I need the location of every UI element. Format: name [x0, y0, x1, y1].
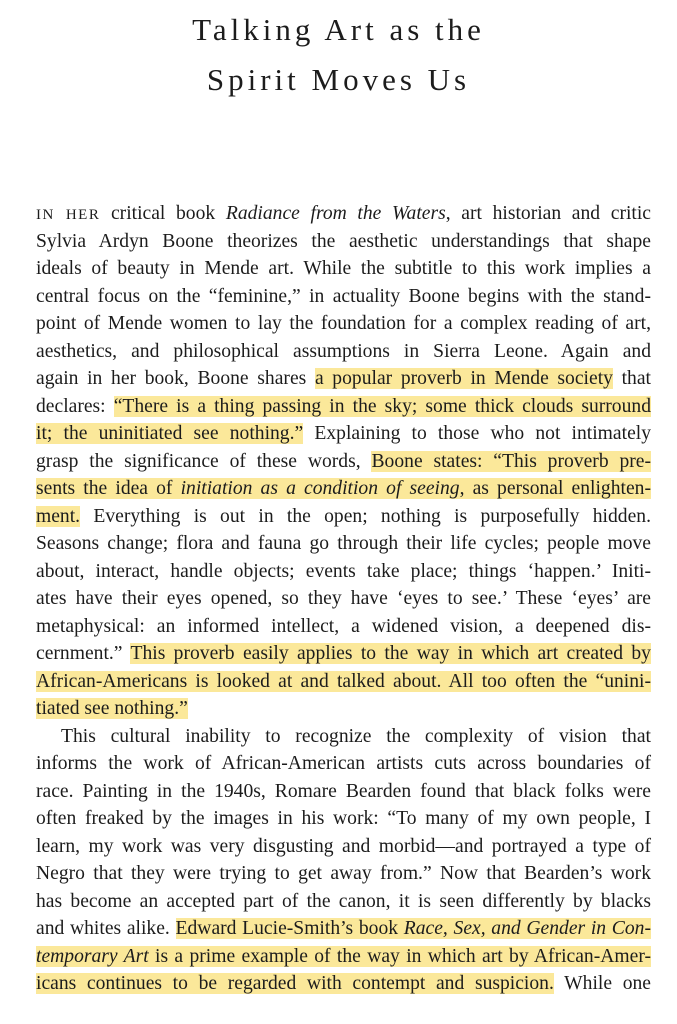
text-span: Everything is out in the open; nothing is purposefully hidden.: [80, 505, 651, 527]
highlighted-text: Boone states: “This proverb pre-: [371, 450, 651, 472]
text-line: [36, 943, 651, 971]
highlighted-text: sents the idea of: [36, 478, 181, 499]
text-span: informs the work of African-American artists cuts across boundaries of: [36, 753, 651, 774]
text-span: Sylvia Ardyn Boone theorizes the aesthetic understandings that shape: [36, 230, 651, 252]
text-line: [36, 365, 651, 393]
text-span: grasp the significance of these words,: [36, 450, 372, 472]
text-line: [36, 310, 651, 338]
highlighted-text: This proverb easily applies to the way in which art created by: [130, 643, 651, 664]
text-span: has become an accepted part of the canon, it is seen differently by blacks: [36, 890, 651, 912]
text-span: Negro that they were trying to get away from.” Now that Bearden’s work: [36, 863, 651, 884]
body-text: [36, 200, 651, 998]
text-line: [36, 723, 651, 751]
highlighted-text: Race, Sex, and Gender in Con-: [403, 918, 651, 939]
text-line: [36, 750, 651, 778]
text-line: [36, 915, 651, 943]
text-line: [36, 503, 651, 531]
text-span: point of Mende women to lay the foundation for a complex reading of art,: [36, 313, 651, 334]
text-line: [36, 613, 651, 641]
text-line: [36, 448, 651, 476]
text-span: cernment.”: [36, 643, 131, 664]
chapter-title-line-2: Spirit Moves Us: [206, 62, 471, 97]
text-line: [36, 530, 651, 558]
text-span: race. Painting in the 1940s, Romare Bearden found that black folks were: [36, 780, 651, 802]
text-line: [36, 200, 651, 228]
text-line: [36, 475, 651, 503]
text-span: aesthetics, and philosophical assumptions in Sierra Leone. Again and: [36, 340, 651, 362]
text-span: While one: [553, 973, 652, 994]
text-line: [36, 833, 651, 861]
text-line: [36, 283, 651, 311]
highlighted-text: icans continues to be regarded with contempt and suspicion.: [36, 973, 554, 994]
highlighted-text: initiation as a condition of seeing: [180, 478, 460, 499]
text-span: , art historian and critic: [445, 203, 651, 224]
text-span: metaphysical: an informed intellect, a widened vision, a deepened dis-: [36, 615, 651, 637]
text-line: [36, 338, 651, 366]
text-line: [36, 420, 651, 448]
highlighted-text: African-Americans is looked at and talked about. All too often the “unini-: [36, 670, 651, 692]
text-span: declares:: [36, 395, 114, 417]
text-line: [36, 860, 651, 888]
text-line: [36, 778, 651, 806]
text-span: central focus on the “feminine,” in actuality Boone begins with the stand-: [36, 285, 651, 307]
text-span: This cultural inability to recognize the complexity of vision that: [61, 725, 651, 747]
text-line: [36, 558, 651, 586]
text-line: [36, 668, 651, 696]
italic-text: Radiance from the Waters: [225, 203, 446, 224]
highlighted-text: “There is a thing passing in the sky; some thick clouds surround: [113, 395, 651, 417]
text-line: [36, 255, 651, 283]
highlighted-text: a popular proverb in Mende society: [314, 368, 613, 389]
highlighted-text: Edward Lucie-Smith’s book: [175, 918, 404, 939]
text-span: ideals of beauty in Mende art. While the subtitle to this work implies a: [36, 258, 651, 279]
text-span: about, interact, handle objects; events take place; things ‘happen.’ Initi-: [36, 560, 651, 582]
text-line: [36, 585, 651, 613]
text-span: Explaining to those who not intimately: [303, 423, 652, 444]
text-span: that: [612, 368, 651, 389]
text-line: [36, 228, 651, 256]
highlighted-text: , as personal enlighten-: [459, 478, 651, 499]
highlighted-text: tiated see nothing.”: [36, 698, 188, 719]
text-span: IN HER: [36, 207, 101, 223]
text-line: [36, 695, 651, 723]
text-span: often freaked by the images in his work: “To many of my own people, I: [36, 808, 651, 829]
text-line: [36, 805, 651, 833]
text-span: Seasons change; flora and fauna go through their life cycles; people move: [36, 533, 651, 554]
text-line: [36, 970, 651, 998]
highlighted-text: ment.: [36, 505, 81, 527]
highlighted-text: it; the uninitiated see nothing.”: [36, 423, 304, 444]
highlighted-text: temporary Art: [36, 945, 149, 967]
text-span: learn, my work was very disgusting and morbid—and portrayed a type of: [36, 835, 651, 857]
text-line: [36, 888, 651, 916]
chapter-title-line-1: Talking Art as the: [192, 12, 485, 47]
text-line: [36, 640, 651, 668]
text-span: again in her book, Boone shares: [36, 368, 315, 389]
highlighted-text: is a prime example of the way in which art by African-Amer-: [148, 945, 651, 967]
text-span: critical book: [100, 203, 226, 224]
text-span: and whites alike.: [36, 918, 176, 939]
text-line: [36, 393, 651, 421]
text-span: ates have their eyes opened, so they have ‘eyes to see.’ These ‘eyes’ are: [36, 588, 651, 609]
